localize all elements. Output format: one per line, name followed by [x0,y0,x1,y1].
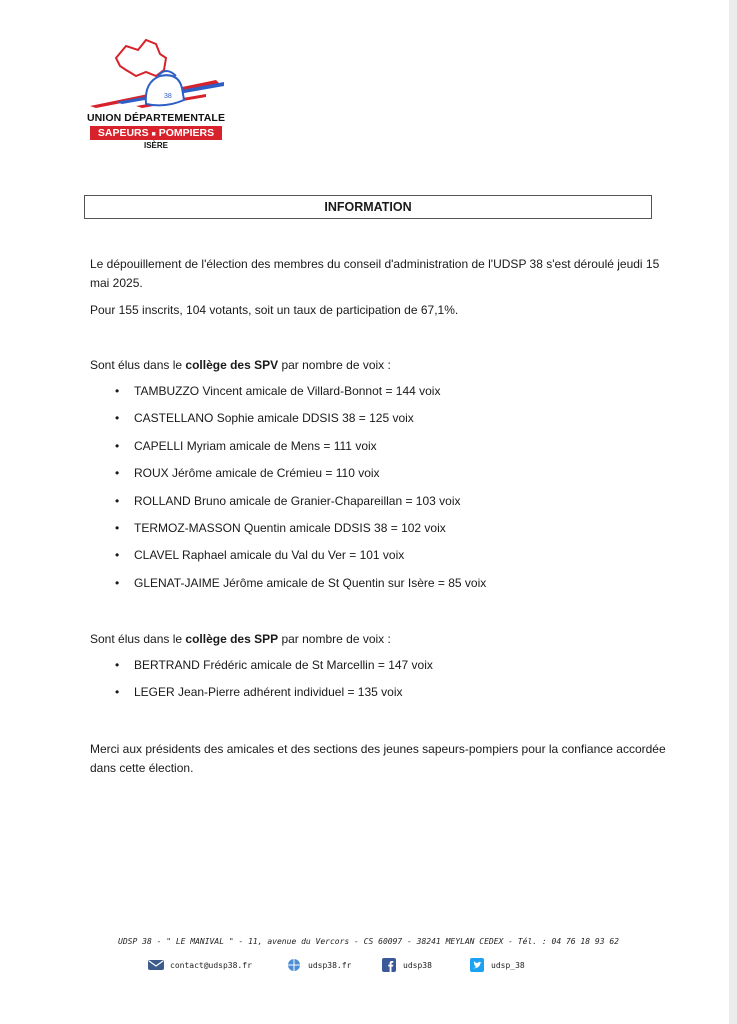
logo-badge: 38 [164,93,172,100]
globe-icon [286,958,302,972]
spv-heading: Sont élus dans le collège des SPV par nombre de voix : [90,358,391,372]
closing-paragraph: Merci aux présidents des amicales et des sections des jeunes sapeurs-pompiers pour la confiance accordée dans cette élection. [90,742,666,775]
list-item: • CLAVEL Raphael amicale du Val du Ver = 101 voix [115,548,405,563]
list-item: • CASTELLANO Sophie amicale DDSIS 38 = 125 voix [115,411,414,426]
list-item: • ROLLAND Bruno amicale de Granier-Chapareillan = 103 voix [115,493,461,508]
page-edge [729,0,737,1024]
footer-address: UDSP 38 - " LE MANIVAL " - 11, avenue du Vercors - CS 60097 - 38241 MEYLAN CEDEX - Tél. : 04 76 18 93 62 [118,937,619,946]
twitter-icon [469,958,485,972]
spv-elected-list [90,382,486,601]
logo-graphic [86,36,226,112]
participation-paragraph: Pour 155 inscrits, 104 votants, soit un taux de participation de 67,1%. [90,303,459,317]
logo-line-union: UNION DÉPARTEMENTALE [86,112,226,124]
logo-line-isere: ISÈRE [143,141,168,150]
udsp-logo [86,36,226,156]
page-title: INFORMATION [84,195,652,219]
list-item: • TAMBUZZO Vincent amicale de Villard-Bonnot = 144 voix [115,384,441,398]
helmet-icon [146,75,184,105]
intro-paragraph: Le dépouillement de l'élection des membres du conseil d'administration de l'UDSP 38 s'est déroulé jeudi 15 mai 2025. [90,257,660,290]
mail-icon [148,958,164,972]
list-item: • LEGER Jean-Pierre adhérent individuel = 135 voix [115,685,403,700]
list-item: • GLENAT-JAIME Jérôme amicale de St Quentin sur Isère = 85 voix [115,575,487,590]
spp-elected-list [90,656,433,711]
footer-website[interactable]: udsp38.fr [286,957,351,973]
france-outline-icon [116,40,166,76]
footer-facebook[interactable]: udsp38 [381,957,432,973]
footer-email[interactable]: contact@udsp38.fr [148,957,252,973]
list-item: • TERMOZ-MASSON Quentin amicale DDSIS 38 = 102 voix [115,520,446,535]
footer-twitter[interactable]: udsp_38 [469,957,525,973]
facebook-icon [381,958,397,972]
logo-line-sapeurs-pompiers: SAPEURS ■ POMPIERS [90,126,222,140]
list-item: • BERTRAND Frédéric amicale de St Marcellin = 147 voix [115,658,433,672]
list-item: • CAPELLI Myriam amicale de Mens = 111 voix [115,438,377,453]
list-item: • ROUX Jérôme amicale de Crémieu = 110 voix [115,466,380,481]
spp-heading: Sont élus dans le collège des SPP par nombre de voix : [90,632,391,646]
